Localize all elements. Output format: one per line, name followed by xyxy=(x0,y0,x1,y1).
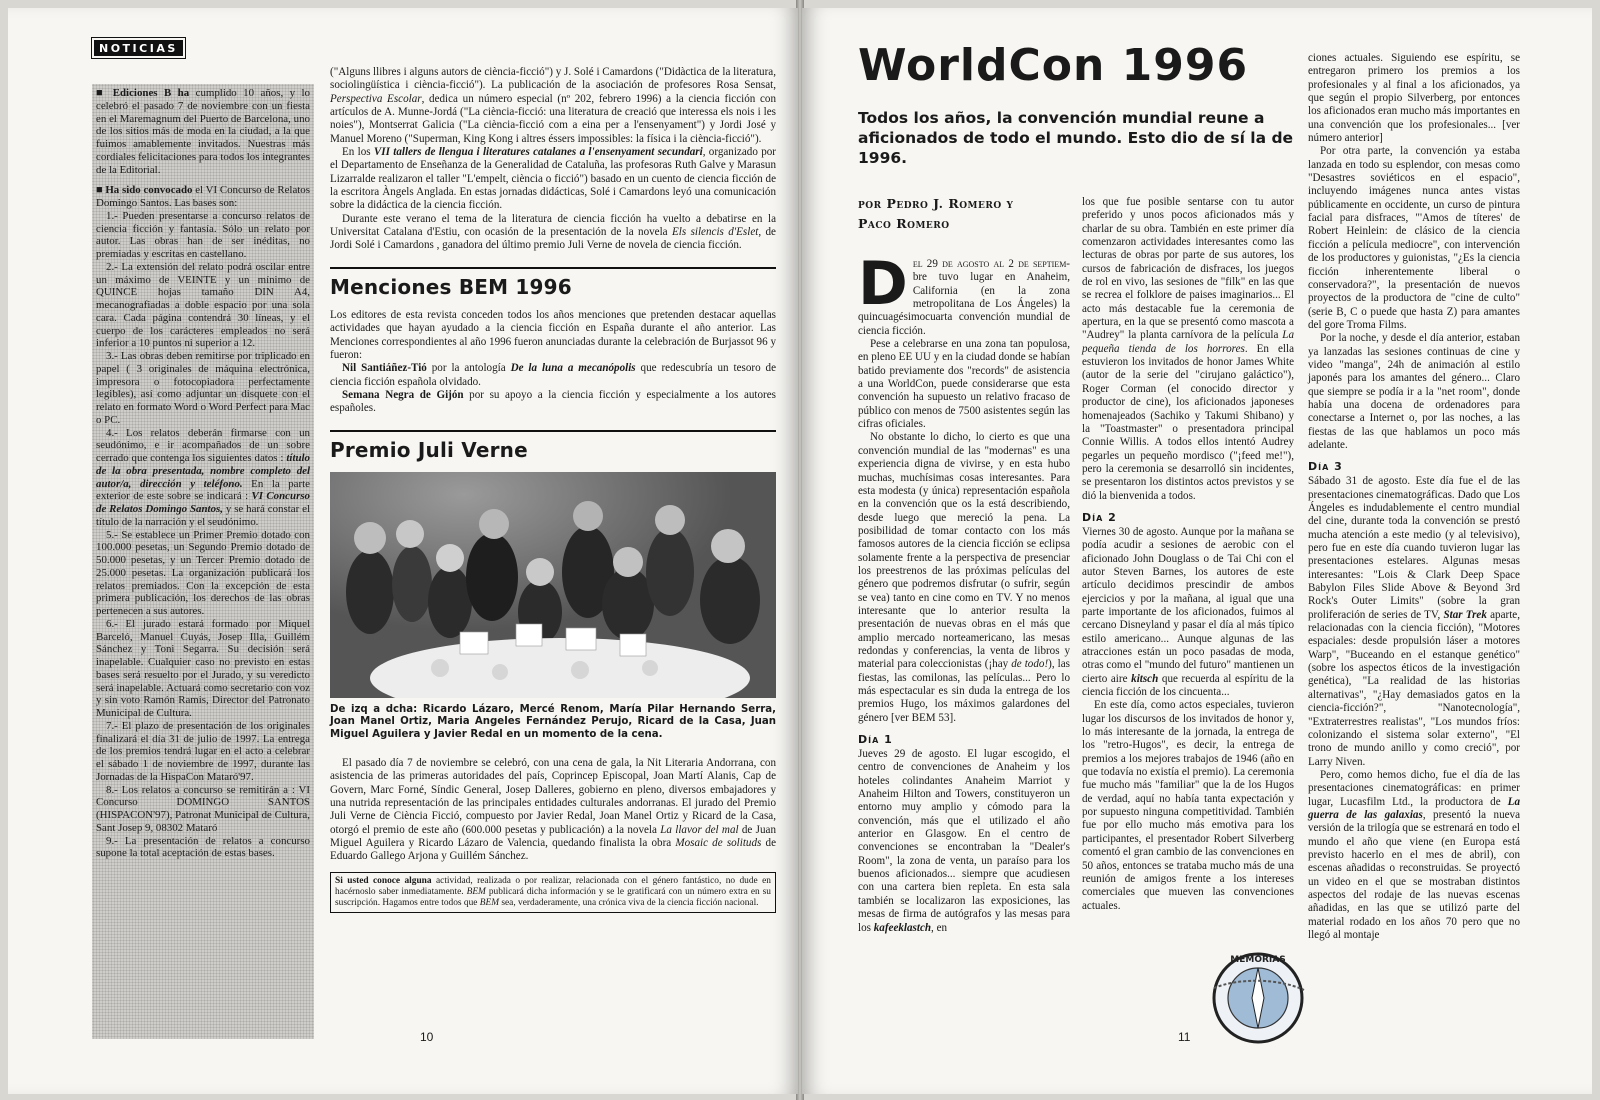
gala-dinner-photo xyxy=(330,472,776,698)
col1-paragraph-4: Jueves 29 de agosto. El lugar escogido, el centro de convenciones de Anaheim y los hoteles colindantes Anaheim Marriot y Anaheim Hilton and Towers, constituyeron un entorno muy amplio y cómodo para la convención, más que el utilizado el año anterior en Glasgow. En el centro de convenciones se encontraban la "Dealer's Room", la zona de venta, un paraíso para los buenos aficionados... siempre que acudiesen con una cartera bien repleta. En esta sala también se localizaron las exposiciones, las mesas de firma de autógrafos y las mesas para los kafeeklastch, en xyxy=(858,748,1070,934)
col3-paragraph-1: ciones actuales. Siguiendo ese espíritu, se entregaron primero los premios a los profesionales y al final a los aficionados, ya que según el propio Silverberg, por entonces los aficionados eran mucho más importantes en una convención que los profesionales... [ver número anterior] xyxy=(1308,52,1520,145)
article-title: WorldCon 1996 xyxy=(858,40,1249,91)
left-main-column xyxy=(330,66,776,913)
col3-paragraph-4: Sábado 31 de agosto. Este día fue el de las presentaciones cinematográficas. Dado que Los Ángeles es indudablemente el centro mundial del cine, durante toda la convención se prestó mucha atención a este medio (y al televisivo), pero fue en este día cuando tuvieron lugar las presentaciones estelares. Algunas mesas interesantes: "Lois & Clark Deep Space Babylon Files Slide Above & Beyond 3rd Rock's Outer Limits" (sobre la gran proliferación de series de TV, Star Trek aparte, relacionadas con la ciencia ficción), "Motores espaciales: desde propulsión láser a motores Warp", "Buceando en el estanque genético" (sobre los aspectos éticos de la investigación genética), "La realidad de las historias alternativas", "¿Hay demasiados gatos en la ciencia-ficción?", "Nanotecnología", "Extraterrestres realistas", "Los mundos fríos: colonizando el sistema solar externo", "El trono de mundo anillo y como creció", por Larry Niven. xyxy=(1308,475,1520,768)
section-divider xyxy=(330,430,776,432)
base-3: 3.- Las obras deben remitirse por triplicado en papel ( 3 originales de máquina electrónica, impresora o fotocopiadora perfectamente legibles), así como adjuntar un disquete con el relato en formato Word o Word Perfect para Mac o PC. xyxy=(96,350,310,426)
intro-paragraph-1: ("Alguns llibres i alguns autors de ciència-ficció") y J. Solé i Camardons ("Didàctica de la literatura, sociolingüística i ciència-ficció"). La publicación de la asociación de profesores Rosa Sensat, Perspectiva Escolar, dedica un número especial (nº 202, febrero 1996) a la ciencia ficción con artículos de A. Munne-Jordá ("La ciència-ficció: una literatura de creació que interessa els nois i les noies"), Montserrat Galicia ("La ciència-ficció com a eina per a l'ensenyament") y Jordi José y Manuel Moreno ("Superman, King Kong i altres éssers impossibles: la física i la ciència-ficció"). xyxy=(330,66,776,145)
menciones-paragraph-3: Semana Negra de Gijón por su apoyo a la ciencia ficción y especialmente a los autores españoles. xyxy=(330,388,776,415)
page-number-left: 10 xyxy=(420,1030,434,1044)
col3-paragraph-2: Por otra parte, la convención ya estaba lanzada en todo su esplendor, con mesas como "Desastres soviéticos en el espacio", incluyendo imágenes nunca antes vistas públicamente en occidente, un curso de pintura facial para disfraces, "'Amos de títeres' de Robert Heinlein: de clásico de la ciencia ficción a película mediocre", con intervención de los productores y guionistas, "¿Es la ciencia ficción inherentemente liberal o conservadora?", la presentación de nuevos proyectos de la productora de "cine de culto" (serie B, C o puede que hasta Z) para amantes del gore Troma Films. xyxy=(1308,145,1520,331)
base-1: 1.- Pueden presentarse a concurso relatos de ciencia ficción y fantasía. Sólo un relato por autor. Las obras han de ser inéditas, no premiadas y escritas en castellano. xyxy=(96,209,310,260)
base-2: 2.- La extensión del relato podrá oscilar entre un máximo de VEINTE y un mínimo de QUINCE hojas tamaño DIN A4, mecanografiadas a doble espacio por una sola cara. Cada página contendrá 30 líneas, y el cuerpo de los carácteres empleados no será inferior a 10 puntos ni superior a 12. xyxy=(96,260,310,350)
base-5: 5.- Se establece un Primer Premio dotado con 100.000 pesetas, un Segundo Premio dotado de 50.000 pesetas, y un Tercer Premio dotado de 25.000 pesetas. La organización publicará los relatos premiados. Con la excepción de esta primera publicación, los derechos de las obras pertenecen a sus autores. xyxy=(96,528,310,617)
news-sidebar xyxy=(92,84,314,1039)
photo-illustration xyxy=(330,472,776,698)
col3-paragraph-5: Pero, como hemos dicho, fue el día de las presentaciones cinematográficas: en primer lugar, Lucasfilm Ltd., la productora de La guerra de las galaxias, presentó la nueva versión de la trilogía que se estrenará en todo el mundo el año que viene (en Europa está previsto hacerlo en el mes de abril), con escenas añadidas o reconstruidas. Se proyectó un video en el que se mostraban distintos aspectos del rodaje de las nuevas escenas añadidas, en las que se utilizó parte del material rodado en los años 70 pero que no llegó al montaje xyxy=(1308,768,1521,941)
base-7: 7.- El plazo de presentación de los originales finalizará el día 31 de julio de 1997. La entrega de los premios tendrá lugar en el acto a celebrar el sábado 1 de noviembre de 1997, durante las Jornadas de la HispaCon Mataró'97. xyxy=(96,719,310,783)
right-page xyxy=(802,8,1592,1094)
intro-paragraph-2: En los VII tallers de llengua i literatures catalanes a l'ensenyament secundari, organizado por el Departamento de Enseñanza de la Generalidad de Cataluña, las profesoras Ruth Galve y Marasun Lizarralde realizaron el taller "L'empelt, ciència o ficció") basado en un cuento de ciencia ficción de la escritora Àngels Anglada. En estas jornadas didácticas, Solé i Camardons leyó una comunicación sobre la didáctica de la ciencia ficción. xyxy=(330,146,776,212)
left-page xyxy=(8,8,798,1094)
section-tag: NOTICIAS xyxy=(94,40,183,56)
sidebar-item-concurso: ■ Ha sido convocado el VI Concurso de Relatos Domingo Santos. Las bases son: xyxy=(96,184,310,209)
seal-text: MEMORIAS xyxy=(1230,955,1286,965)
article-column-3 xyxy=(1308,52,1520,942)
menciones-title: Menciones BEM 1996 xyxy=(330,274,572,299)
memorias-seal-icon xyxy=(1208,948,1308,1048)
col2-paragraph-3: En este día, como actos especiales, tuvieron lugar los discursos de los invitados de honor y, lo más interesante de la jornada, la entrega de los "retro-Hugos", es decir, la entrega de premios a los mejores trabajos de 1946 (año en que todavía no existía el premio). La ceremonia fue mucho más "familiar" que la de los Hugos de verdad, aquí no había tanta expectación y por supuesto ninguna competitividad. También fue por ello mucho más emotiva para los participantes, el presentador Robert Silverberg comentó el gran cambio de las convenciones en 50 años, entonces se trataba mucho más de una reunión de amigos frente a los intereses comerciales que mueven las convenciones actuales. xyxy=(1082,699,1294,912)
reader-notice-box xyxy=(330,872,776,913)
photo-caption: De izq a dcha: Ricardo Lázaro, Mercé Renom, María Pilar Hernando Serra, Joan Manel Ortiz, Maria Angeles Fernández Perujo, Ricard de la Casa, Juan Miguel Aguilera y Javier Redal en un momento de la cena. xyxy=(330,703,776,740)
base-6: 6.- El jurado estará formado por Miquel Barceló, Manuel Cuyás, Josep Illa, Guillém Sánchez y Toni Segarra. Su decisión será inapelable. Cualquier caso no previsto en estas bases será resuelto por el Jurado, y su veredicto será inapelable. Actuará como secretario con voz y sin voto Ramón Ramis, Director del Patronato Municipal de Cultura. xyxy=(96,617,310,719)
article-byline: por Pedro J. Romero y Paco Romero xyxy=(858,196,1014,231)
section-divider xyxy=(330,267,776,269)
opening-paragraph: Del 29 de agosto al 2 de septiem- bre tuvo lugar en Anaheim, California (en la zona metropolitana de Los Ángeles) la quincuagésimocuarta convención mundial de ciencia ficción. xyxy=(858,249,1070,337)
day-2-heading: Día 2 xyxy=(1082,510,1117,524)
day-1-heading: Día 1 xyxy=(858,733,893,747)
base-4: 4.- Los relatos deberán firmarse con un seudónimo, e ir acompañados de un sobre cerrado que contenga los siguientes datos : título de la obra presentada, nombre completo del autor/a, dirección y teléfono. En la parte exterior de este sobre se indicará : VI Concurso de Relatos Domingo Santos, y se hará constar el título de la narración y el seudónimo. xyxy=(96,426,310,528)
col1-paragraph-3: No obstante lo dicho, lo cierto es que una convención mundial de las "modernas" es una experiencia digna de vivirse, y en esta hubo muchas, muchísimas cosas interesantes. Para esta modesta (y única) representación española en la convención que os la está describiendo, desde luego que mereció la pena. La posibilidad de tomar contacto con los más famosos autores de la ciencia ficción se eclipsa solamente frente a la perspectiva de presenciar los preestrenos de las próximas películas del género que podremos disfrutar (o sufrir, según se vea) tanto en cine como en TV. Y no menos interesante que lo anterior resulta la presentación de nuevas obras en el más que amplio mercado norteamericano, las mesas redondas y conferencias, la venta de libros y material para coleccionistas (¡hay de todo!), las fiestas, las comilonas, las películas... Pero lo más espectacular es sin duda la entrega de los premios Hugo, los máximos galardones del género [ver BEM 53]. xyxy=(858,431,1070,724)
notice-text: Si usted conoce alguna actividad, realizada o por realizar, relacionada con el género fantástico, no dude en hacérnoslo saber inmediatamente. BEM publicará dicha información y se le gratificará con un número extra en su suscripción. Hagamos entre todos que BEM sea, verdaderamente, una crónica viva de la ciencia ficción nacional. xyxy=(335,875,771,908)
premio-title: Premio Juli Verne xyxy=(330,437,528,462)
article-subtitle: Todos los años, la convención mundial reune a aficionados de todo el mundo. Esto dio de sí la de 1996. xyxy=(858,109,1294,167)
sidebar-item-ediciones-b: ■ Ediciones B ha cumplido 10 años, y lo celebró el pasado 7 de noviembre con un fiesta en el Maremagnum del Puerto de Barcelona, uno de los sitios más de moda en la ciudad, a la que fuimos amablemente invitados. Nuestras más cordiales felicitaciones para todos los integrantes de la Editorial. xyxy=(96,87,310,176)
col1-paragraph-2: Pese a celebrarse en una zona tan populosa, en pleno EE UU y en la ciudad donde se habían batido previamente dos "records" de asistencia a una WorldCon, puede considerarse que esta convención ha supuesto un relativo fracaso de público con menos de 7500 asistentes según las cifras oficiales. xyxy=(858,338,1070,431)
base-9: 9.- La presentación de relatos a concurso supone la total aceptación de estas bases. xyxy=(96,834,310,860)
article-column-1 xyxy=(858,249,1070,935)
day-3-heading: Día 3 xyxy=(1308,460,1343,474)
premio-paragraph: El pasado día 7 de noviembre se celebró, con una cena de gala, la Nit Literaria Andorrana, con asistencia de las primeras autoridades del país, Coprincep Episcopal, Joan Martí Alanis, Cap de Govern, Marc Forné, Síndic General, Josep Dalleres, gobierno en pleno, diversos embajadores y una nutrida representación de las principales entidades culturales andorranas. El jurado del Premio Juli Verne de Ciència Ficció, compuesto por Javier Redal, Joan Manel Ortiz y Ricard de la Casa, otorgó el premio de este año (600.000 pesetas y publicación) a la novela La llavor del mal de Juan Miguel Aguilera y Ricardo Lázaro de Valencia, quedando finalista la obra Mosaic de solituds de Eduardo Gallego Arjona y Guillém Sánchez. xyxy=(330,757,777,863)
base-8: 8.- Los relatos a concurso se remitirán a : VI Concurso DOMINGO SANTOS (HISPACON'97), Patronat Municipal de Cultura, Sant Josep 9, 08302 Mataró xyxy=(96,783,310,834)
intro-paragraph-3: Durante este verano el tema de la literatura de ciencia ficción ha vuelto a debatirse en la Universitat Catalana d'Estiu, con ocasión de la presentación de la novela Els silencis d'Eslet, de Jordi Solé i Camardons , ganadora del último premio Juli Verne de novela de ciencia ficción. xyxy=(330,212,776,252)
col3-paragraph-3: Por la noche, y desde el día anterior, estaban ya lanzadas las sesiones continuas de cine y video "manga", 24h de animación al estilo japonés para los amantes del género... Claro que siempre se podía ir a la "net room", donde había una docena de ordenadores para conectarse a Internet o, por las noches, a las fiestas de las que hablamos un poco más adelante. xyxy=(1308,332,1520,451)
col2-paragraph-2: Viernes 30 de agosto. Aunque por la mañana se podía acudir a sesiones de aerobic con el aficionado John Douglass o de Tai Chi con el autor Steven Barnes, los autores de este artículo decidimos prescindir de ambos ejercicios y por la mañana, al igual que una parte importante de los aficionados, fuimos al cercano Disneyland y pasar el día al más típico estilo americano... Aunque algunas de las atracciones están un poco pasadas de moda, otras como el "mundo del futuro" mantienen un cierto aire kitsch que recuerda al espíritu de la ciencia ficción de los cincuenta... xyxy=(1082,525,1294,699)
col2-paragraph-1: los que fue posible sentarse con tu autor preferido y unos pocos aficionados más y charlar de su obra. También en este primer día comenzaron actividades interesantes como las lecturas de obras por parte de sus autores, los cursos de fabricación de disfraces, los juegos de rol en vivo, las sesiones de "filk" en las que se recrea el folklore de paises imaginarios... El acto más destacable fue la ceremonia de apertura, en la que se presentó como mascota a "Audrey" la planta carnívora de la película La pequeña tienda de los horrores. En ella estuvieron los invitados de honor James White (autor de la serie del "cirujano galáctico"), Roger Corman (el conocido director y productor de cine), los aficionados japoneses homenajeados (Sachiko y Takumi Shibano) y la "Toastmaster" o presentadora principal Connie Willis. A todos ellos intentó Audrey pegarles un pequeño mordisco ("¡feed me!"), pero la ceremonia se desarrolló sin incidentes, se presentaron los distintos actos previstos y se dió la bienvenida a todos. xyxy=(1082,196,1294,502)
menciones-paragraph-2: Nil Santiáñez-Tió por la antología De la luna a mecanópolis que redescubría un tesoro de ciencia ficción española olvidado. xyxy=(330,362,777,388)
article-column-2 xyxy=(1082,196,1294,913)
page-number-right: 11 xyxy=(1178,1030,1191,1044)
drop-cap: D xyxy=(858,249,908,319)
menciones-paragraph-1: Los editores de esta revista conceden todos los años menciones que pretenden destacar aquellas actividades que hayan ayudado a la ciencia ficción en España durante el año anterior. Las Menciones correspondientes al año 1996 fueron anunciadas durante la celebración de Burjassot 96 y fueron: xyxy=(330,308,776,361)
